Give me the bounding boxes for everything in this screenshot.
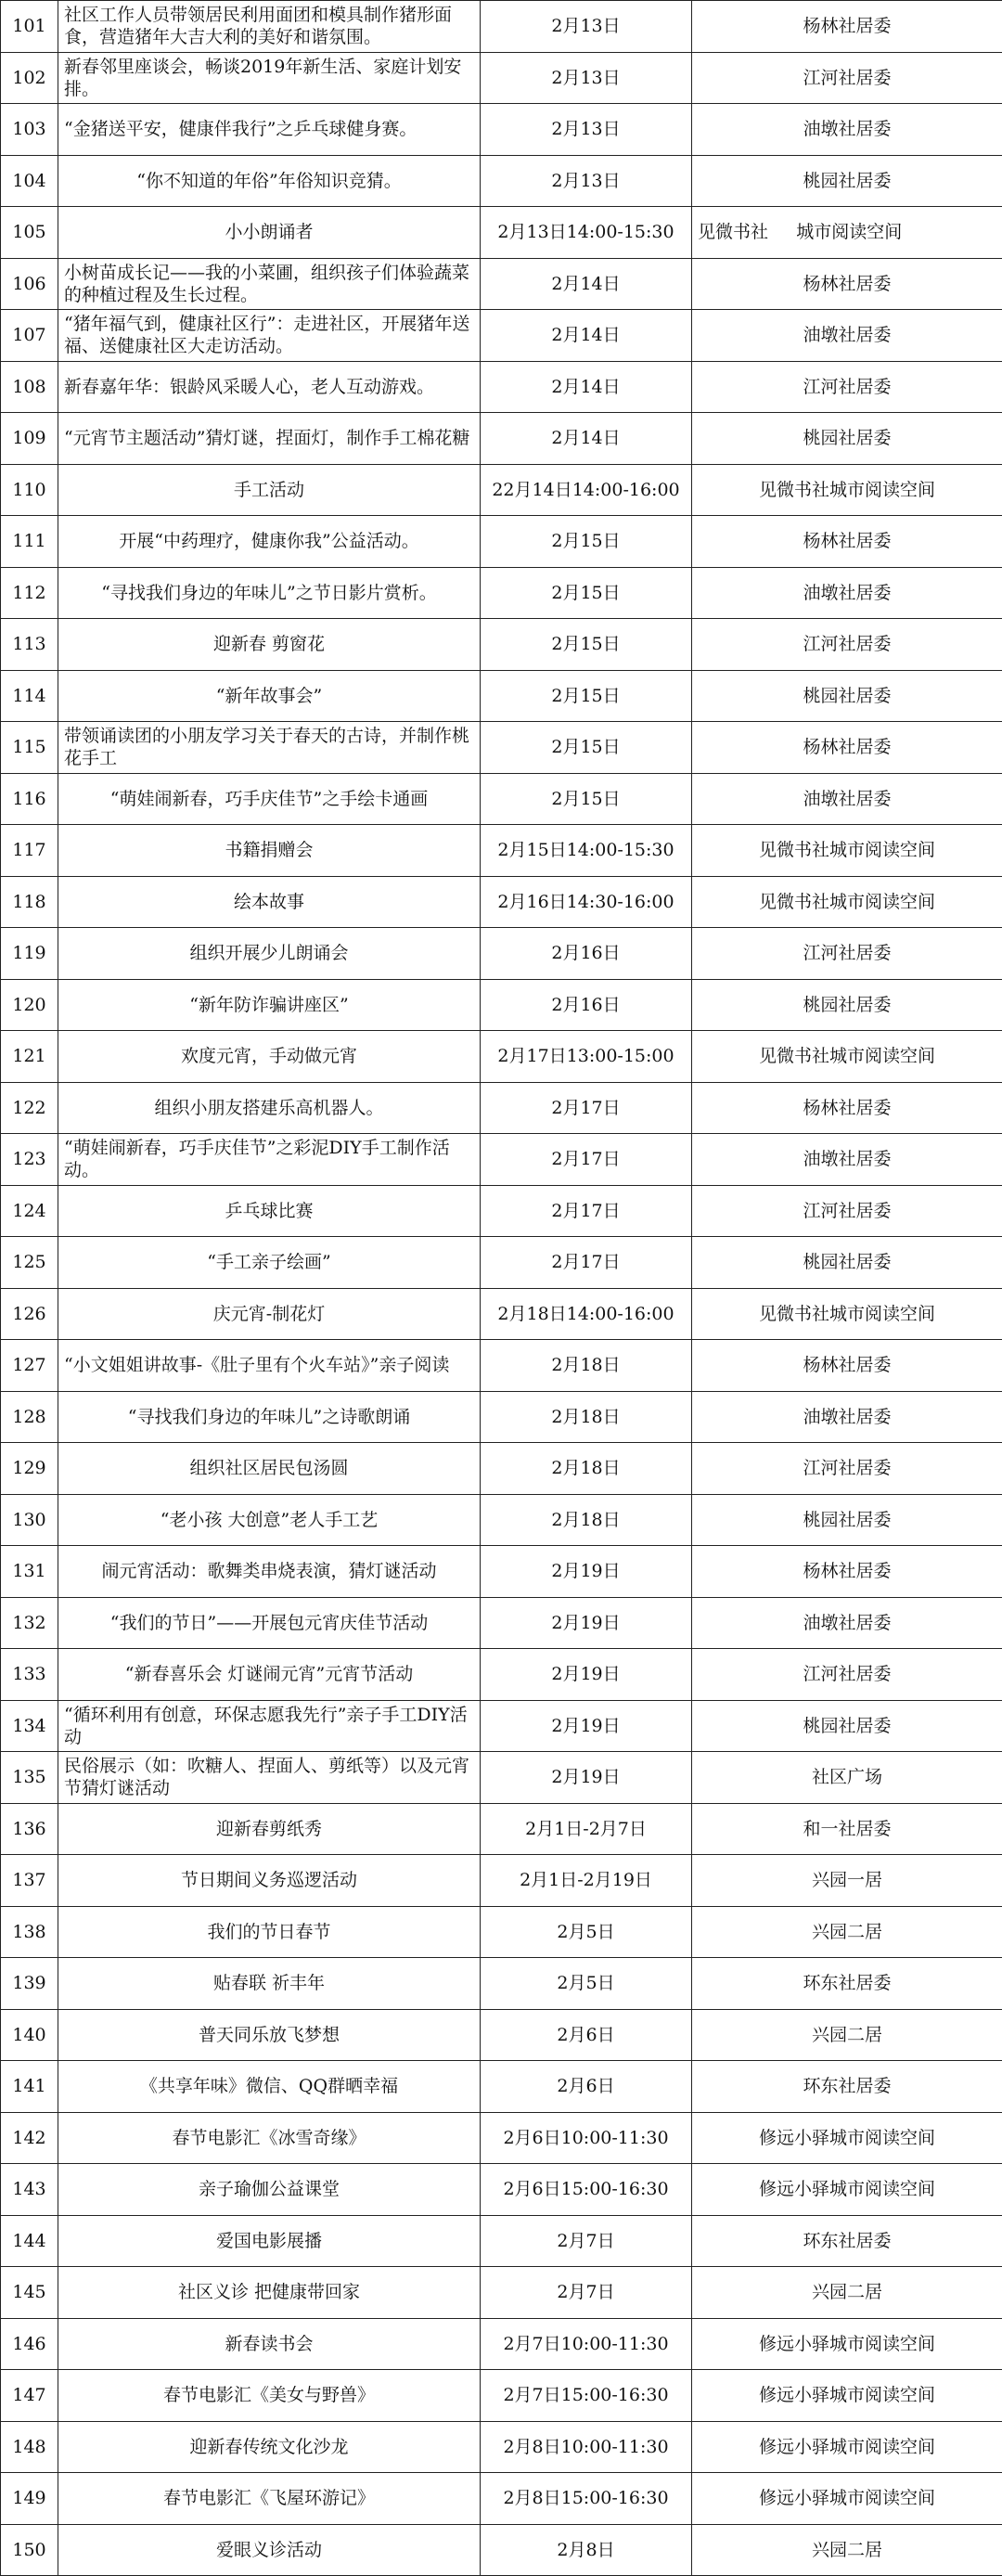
row-number: 128 — [1, 1391, 58, 1443]
activity-place: 环东社居委 — [692, 2061, 1002, 2113]
table-body — [1, 1, 1002, 2576]
activity-place: 见微书社城市阅读空间 — [692, 1288, 1002, 1340]
table-row — [1, 1546, 1002, 1598]
activity-place: 见微书社城市阅读空间 — [692, 1031, 1002, 1083]
activity-date: 2月8日15:00-16:30 — [481, 2473, 692, 2525]
activity-date: 2月6日15:00-16:30 — [481, 2164, 692, 2216]
activity-date: 2月14日 — [481, 361, 692, 413]
activity-date: 2月17日 — [481, 1185, 692, 1237]
activity-date: 2月16日 — [481, 928, 692, 980]
activity-place: 环东社居委 — [692, 1958, 1002, 2010]
activity-name: “金猪送平安，健康伴我行”之乒乓球健身赛。 — [58, 104, 481, 156]
activity-place: 和一社居委 — [692, 1803, 1002, 1855]
activity-date: 2月17日13:00-15:00 — [481, 1031, 692, 1083]
row-number: 141 — [1, 2061, 58, 2113]
activity-name: 社区工作人员带领居民利用面团和模具制作猪形面食，营造猪年大吉大利的美好和谐氛围。 — [58, 1, 481, 53]
table-row — [1, 1649, 1002, 1701]
activity-date: 2月15日14:00-15:30 — [481, 825, 692, 877]
activity-date: 2月6日10:00-11:30 — [481, 2112, 692, 2164]
activity-place: 修远小驿城市阅读空间 — [692, 2164, 1002, 2216]
activity-date: 2月15日 — [481, 722, 692, 774]
activity-name: “猪年福气到，健康社区行”：走进社区，开展猪年送福、送健康社区大走访活动。 — [58, 310, 481, 362]
activity-place: 见微书社 城市阅读空间 — [692, 207, 1002, 259]
activity-date: 2月15日 — [481, 619, 692, 671]
activity-name: 普天同乐放飞梦想 — [58, 2009, 481, 2061]
activity-place: 社区广场 — [692, 1752, 1002, 1804]
row-number: 104 — [1, 155, 58, 207]
activity-name: 新春读书会 — [58, 2318, 481, 2370]
table-row — [1, 1597, 1002, 1649]
activity-date: 2月18日 — [481, 1391, 692, 1443]
activity-place: 油墩社居委 — [692, 1134, 1002, 1186]
row-number: 123 — [1, 1134, 58, 1186]
activity-name: 迎新春 剪窗花 — [58, 619, 481, 671]
activity-date: 2月1日-2月19日 — [481, 1855, 692, 1907]
activity-date: 2月16日 — [481, 979, 692, 1031]
activity-date: 2月7日15:00-16:30 — [481, 2370, 692, 2422]
activity-name: 节日期间义务巡逻活动 — [58, 1855, 481, 1907]
activity-name: 社区义诊 把健康带回家 — [58, 2267, 481, 2319]
activity-name: “小文姐姐讲故事-《肚子里有个火车站》”亲子阅读 — [58, 1340, 481, 1392]
activity-name: “你不知道的年俗”年俗知识竞猜。 — [58, 155, 481, 207]
row-number: 116 — [1, 773, 58, 825]
activity-date: 2月1日-2月7日 — [481, 1803, 692, 1855]
row-number: 126 — [1, 1288, 58, 1340]
table-row — [1, 1031, 1002, 1083]
activity-date: 2月15日 — [481, 567, 692, 619]
table-row — [1, 825, 1002, 877]
activity-name: 开展“中药理疗，健康你我”公益活动。 — [58, 516, 481, 568]
activity-place: 兴园二居 — [692, 1906, 1002, 1958]
activity-name: 爱眼义诊活动 — [58, 2524, 481, 2576]
activity-place: 油墩社居委 — [692, 773, 1002, 825]
activity-date: 2月19日 — [481, 1752, 692, 1804]
activity-date: 2月18日14:00-16:00 — [481, 1288, 692, 1340]
activity-date: 2月18日 — [481, 1340, 692, 1392]
activity-date: 2月17日 — [481, 1082, 692, 1134]
table-row — [1, 2370, 1002, 2422]
activity-date: 2月15日 — [481, 516, 692, 568]
table-row — [1, 1494, 1002, 1546]
activity-place: 桃园社居委 — [692, 413, 1002, 465]
activity-place: 兴园二居 — [692, 2267, 1002, 2319]
activity-name: 带领诵读团的小朋友学习关于春天的古诗，并制作桃花手工 — [58, 722, 481, 774]
activity-name: 春节电影汇《冰雪奇缘》 — [58, 2112, 481, 2164]
table-row — [1, 773, 1002, 825]
activity-place: 杨林社居委 — [692, 1082, 1002, 1134]
activity-place: 油墩社居委 — [692, 1597, 1002, 1649]
activity-place: 油墩社居委 — [692, 567, 1002, 619]
row-number: 117 — [1, 825, 58, 877]
activity-name: 书籍捐赠会 — [58, 825, 481, 877]
activity-name: 小小朗诵者 — [58, 207, 481, 259]
activity-place: 桃园社居委 — [692, 1700, 1002, 1752]
row-number: 115 — [1, 722, 58, 774]
row-number: 102 — [1, 52, 58, 104]
table-row — [1, 1906, 1002, 1958]
activity-place: 兴园二居 — [692, 2009, 1002, 2061]
row-number: 108 — [1, 361, 58, 413]
row-number: 129 — [1, 1443, 58, 1495]
activity-place: 桃园社居委 — [692, 1237, 1002, 1289]
table-row — [1, 1391, 1002, 1443]
activity-name: 春节电影汇《飞屋环游记》 — [58, 2473, 481, 2525]
table-row — [1, 1803, 1002, 1855]
table-row — [1, 2318, 1002, 2370]
activity-date: 2月19日 — [481, 1700, 692, 1752]
activity-date: 2月14日 — [481, 310, 692, 362]
table-row — [1, 52, 1002, 104]
activity-name: “新年防诈骗讲座区” — [58, 979, 481, 1031]
activity-date: 2月15日 — [481, 670, 692, 722]
row-number: 130 — [1, 1494, 58, 1546]
row-number: 135 — [1, 1752, 58, 1804]
activity-place: 油墩社居委 — [692, 310, 1002, 362]
table-row — [1, 1185, 1002, 1237]
activity-name: 《共享年味》微信、QQ群晒幸福 — [58, 2061, 481, 2113]
activity-name: 组织开展少儿朗诵会 — [58, 928, 481, 980]
activity-date: 2月19日 — [481, 1546, 692, 1598]
activity-place: 杨林社居委 — [692, 1546, 1002, 1598]
activity-date: 2月19日 — [481, 1597, 692, 1649]
activity-date: 2月13日 — [481, 155, 692, 207]
row-number: 142 — [1, 2112, 58, 2164]
activity-place: 环东社居委 — [692, 2215, 1002, 2267]
activity-date: 2月15日 — [481, 773, 692, 825]
table-row — [1, 1700, 1002, 1752]
row-number: 147 — [1, 2370, 58, 2422]
table-row — [1, 928, 1002, 980]
activity-name: “循环利用有创意，环保志愿我先行”亲子手工DIY活动 — [58, 1700, 481, 1752]
table-row — [1, 2421, 1002, 2473]
activity-place: 修远小驿城市阅读空间 — [692, 2421, 1002, 2473]
table-row — [1, 619, 1002, 671]
activity-place: 油墩社居委 — [692, 104, 1002, 156]
table-row — [1, 310, 1002, 362]
activity-date: 2月16日14:30-16:00 — [481, 876, 692, 928]
activity-place: 桃园社居委 — [692, 1494, 1002, 1546]
table-row — [1, 1752, 1002, 1804]
table-row — [1, 2061, 1002, 2113]
row-number: 144 — [1, 2215, 58, 2267]
row-number: 101 — [1, 1, 58, 53]
activity-name: “萌娃闹新春，巧手庆佳节”之手绘卡通画 — [58, 773, 481, 825]
row-number: 143 — [1, 2164, 58, 2216]
activity-name: 亲子瑜伽公益课堂 — [58, 2164, 481, 2216]
table-row — [1, 2524, 1002, 2576]
table-row — [1, 2215, 1002, 2267]
activity-place: 见微书社城市阅读空间 — [692, 876, 1002, 928]
table-row — [1, 516, 1002, 568]
table-row — [1, 413, 1002, 465]
activity-name: “我们的节日”——开展包元宵庆佳节活动 — [58, 1597, 481, 1649]
table-row — [1, 670, 1002, 722]
row-number: 106 — [1, 258, 58, 310]
activity-place: 油墩社居委 — [692, 1391, 1002, 1443]
activity-date: 2月18日 — [481, 1443, 692, 1495]
row-number: 118 — [1, 876, 58, 928]
activity-name: “寻找我们身边的年味儿”之诗歌朗诵 — [58, 1391, 481, 1443]
table-row — [1, 361, 1002, 413]
activity-name: “新年故事会” — [58, 670, 481, 722]
activity-name: 爱国电影展播 — [58, 2215, 481, 2267]
row-number: 138 — [1, 1906, 58, 1958]
row-number: 114 — [1, 670, 58, 722]
row-number: 140 — [1, 2009, 58, 2061]
activity-place: 见微书社城市阅读空间 — [692, 464, 1002, 516]
table-row — [1, 1237, 1002, 1289]
activity-name: 民俗展示（如：吹糖人、捏面人、剪纸等）以及元宵节猜灯谜活动 — [58, 1752, 481, 1804]
activity-date: 2月19日 — [481, 1649, 692, 1701]
activity-date: 2月8日10:00-11:30 — [481, 2421, 692, 2473]
activity-name: 春节电影汇《美女与野兽》 — [58, 2370, 481, 2422]
table-row — [1, 1958, 1002, 2010]
row-number: 132 — [1, 1597, 58, 1649]
activity-place: 桃园社居委 — [692, 155, 1002, 207]
activity-date: 2月7日 — [481, 2215, 692, 2267]
activity-place: 江河社居委 — [692, 361, 1002, 413]
activity-place: 修远小驿城市阅读空间 — [692, 2473, 1002, 2525]
row-number: 103 — [1, 104, 58, 156]
table-row — [1, 155, 1002, 207]
activity-name: 闹元宵活动：歌舞类串烧表演，猜灯谜活动 — [58, 1546, 481, 1598]
row-number: 137 — [1, 1855, 58, 1907]
table-row — [1, 1340, 1002, 1392]
activity-place: 修远小驿城市阅读空间 — [692, 2318, 1002, 2370]
activity-place: 杨林社居委 — [692, 722, 1002, 774]
row-number: 109 — [1, 413, 58, 465]
activity-date: 2月5日 — [481, 1906, 692, 1958]
row-number: 134 — [1, 1700, 58, 1752]
table-row — [1, 1, 1002, 53]
activity-name: 新春嘉年华：银龄风采暖人心，老人互动游戏。 — [58, 361, 481, 413]
table-row — [1, 2267, 1002, 2319]
activity-place: 杨林社居委 — [692, 1, 1002, 53]
table-row — [1, 1443, 1002, 1495]
activity-name: “元宵节主题活动”猜灯谜，捏面灯，制作手工棉花糖 — [58, 413, 481, 465]
activity-place: 修远小驿城市阅读空间 — [692, 2112, 1002, 2164]
row-number: 105 — [1, 207, 58, 259]
activity-name: 组织小朋友搭建乐高机器人。 — [58, 1082, 481, 1134]
activity-place: 江河社居委 — [692, 1185, 1002, 1237]
activity-name: 我们的节日春节 — [58, 1906, 481, 1958]
activity-name: “新春喜乐会 灯谜闹元宵”元宵节活动 — [58, 1649, 481, 1701]
activity-name: 绘本故事 — [58, 876, 481, 928]
activity-name: 迎新春剪纸秀 — [58, 1803, 481, 1855]
row-number: 119 — [1, 928, 58, 980]
table-row — [1, 2164, 1002, 2216]
activity-date: 2月14日 — [481, 258, 692, 310]
activity-place: 修远小驿城市阅读空间 — [692, 2370, 1002, 2422]
activity-name: 小树苗成长记——我的小菜圃，组织孩子们体验蔬菜的种植过程及生长过程。 — [58, 258, 481, 310]
activity-name: “萌娃闹新春，巧手庆佳节”之彩泥DIY手工制作活动。 — [58, 1134, 481, 1186]
table-row — [1, 1082, 1002, 1134]
activity-date: 2月7日10:00-11:30 — [481, 2318, 692, 2370]
activity-date: 2月18日 — [481, 1494, 692, 1546]
row-number: 113 — [1, 619, 58, 671]
row-number: 149 — [1, 2473, 58, 2525]
activity-place: 江河社居委 — [692, 1649, 1002, 1701]
table-row — [1, 464, 1002, 516]
row-number: 125 — [1, 1237, 58, 1289]
table-row — [1, 979, 1002, 1031]
activity-name: 手工活动 — [58, 464, 481, 516]
activity-place: 江河社居委 — [692, 1443, 1002, 1495]
activity-place: 桃园社居委 — [692, 670, 1002, 722]
row-number: 121 — [1, 1031, 58, 1083]
activity-date: 2月6日 — [481, 2061, 692, 2113]
activity-date: 22月14日14:00-16:00 — [481, 464, 692, 516]
activity-name: 新春邻里座谈会，畅谈2019年新生活、家庭计划安排。 — [58, 52, 481, 104]
activity-name: “手工亲子绘画” — [58, 1237, 481, 1289]
table-row — [1, 1855, 1002, 1907]
activity-place: 杨林社居委 — [692, 258, 1002, 310]
activity-place: 杨林社居委 — [692, 1340, 1002, 1392]
row-number: 112 — [1, 567, 58, 619]
table-row — [1, 207, 1002, 259]
row-number: 150 — [1, 2524, 58, 2576]
table-row — [1, 1288, 1002, 1340]
table-row — [1, 2473, 1002, 2525]
row-number: 107 — [1, 310, 58, 362]
row-number: 124 — [1, 1185, 58, 1237]
activity-name: 欢度元宵，手动做元宵 — [58, 1031, 481, 1083]
row-number: 131 — [1, 1546, 58, 1598]
activity-name: 组织社区居民包汤圆 — [58, 1443, 481, 1495]
activity-date: 2月14日 — [481, 413, 692, 465]
activity-date: 2月6日 — [481, 2009, 692, 2061]
activity-date: 2月13日 — [481, 104, 692, 156]
activity-name: 贴春联 祈丰年 — [58, 1958, 481, 2010]
row-number: 127 — [1, 1340, 58, 1392]
table-row — [1, 722, 1002, 774]
table-row — [1, 258, 1002, 310]
row-number: 146 — [1, 2318, 58, 2370]
activity-date: 2月7日 — [481, 2267, 692, 2319]
table-row — [1, 1134, 1002, 1186]
activity-date: 2月5日 — [481, 1958, 692, 2010]
activity-date: 2月13日14:00-15:30 — [481, 207, 692, 259]
row-number: 122 — [1, 1082, 58, 1134]
table-row — [1, 2009, 1002, 2061]
activity-date: 2月8日 — [481, 2524, 692, 2576]
activity-place: 兴园二居 — [692, 2524, 1002, 2576]
row-number: 133 — [1, 1649, 58, 1701]
activity-place: 江河社居委 — [692, 52, 1002, 104]
activity-date: 2月13日 — [481, 52, 692, 104]
activity-place: 杨林社居委 — [692, 516, 1002, 568]
table-row — [1, 876, 1002, 928]
table-row — [1, 104, 1002, 156]
row-number: 136 — [1, 1803, 58, 1855]
activity-date: 2月13日 — [481, 1, 692, 53]
activity-date: 2月17日 — [481, 1237, 692, 1289]
activity-date: 2月17日 — [481, 1134, 692, 1186]
activity-place: 见微书社城市阅读空间 — [692, 825, 1002, 877]
activity-place: 桃园社居委 — [692, 979, 1002, 1031]
activity-place: 江河社居委 — [692, 619, 1002, 671]
activity-name: “老小孩 大创意”老人手工艺 — [58, 1494, 481, 1546]
activity-place: 江河社居委 — [692, 928, 1002, 980]
activity-name: 乒乓球比赛 — [58, 1185, 481, 1237]
table-row — [1, 567, 1002, 619]
row-number: 145 — [1, 2267, 58, 2319]
row-number: 148 — [1, 2421, 58, 2473]
activity-place: 兴园一居 — [692, 1855, 1002, 1907]
activity-name: 迎新春传统文化沙龙 — [58, 2421, 481, 2473]
table-row — [1, 2112, 1002, 2164]
row-number: 120 — [1, 979, 58, 1031]
row-number: 111 — [1, 516, 58, 568]
row-number: 139 — [1, 1958, 58, 2010]
row-number: 110 — [1, 464, 58, 516]
activity-name: 庆元宵-制花灯 — [58, 1288, 481, 1340]
activity-name: “寻找我们身边的年味儿”之节日影片赏析。 — [58, 567, 481, 619]
